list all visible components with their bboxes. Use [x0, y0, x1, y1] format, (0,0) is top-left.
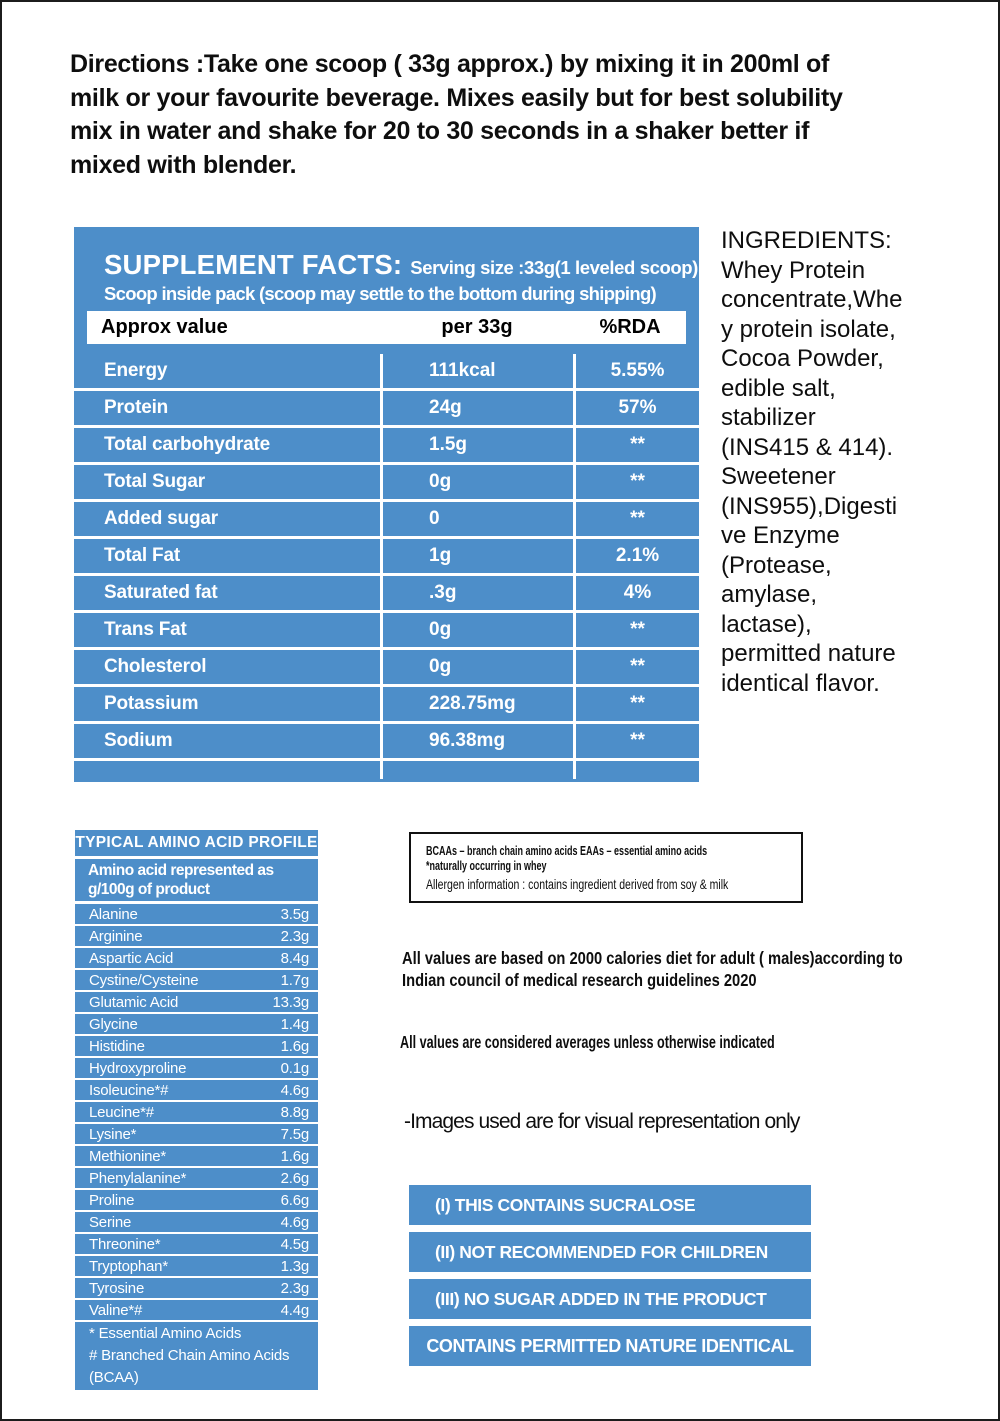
amino-name: Arginine [89, 927, 143, 945]
ingredients-line: Whey Protein [721, 256, 866, 284]
amino-name: Lysine* [89, 1125, 137, 1143]
nutrient-label: Protein [74, 391, 380, 425]
banner-contains-sucralose: (I) THIS CONTAINS SUCRALOSE [409, 1185, 811, 1225]
column-header-per-33g: per 33g [441, 316, 513, 338]
nutrient-label: Total Fat [74, 539, 380, 573]
banner-not-for-children: (II) NOT RECOMMENDED FOR CHILDREN [409, 1232, 811, 1272]
nutrient-value: .3g [383, 576, 573, 610]
nutrient-label: Total carbohydrate [74, 428, 380, 462]
amino-name: Leucine*# [89, 1103, 154, 1121]
note-averages-text: All values are considered averages unless otherwise indicated [400, 1032, 775, 1052]
nutrient-rda: 5.55% [576, 354, 699, 388]
nutrient-rda: ** [576, 502, 699, 536]
amino-name: Tryptophan* [89, 1257, 168, 1275]
footnote-bcaa: # Branched Chain Amino Acids (BCAA) [89, 1347, 290, 1386]
amino-value: 1.6g [280, 1147, 309, 1165]
amino-name: Methionine* [89, 1147, 167, 1165]
nutrient-value: 1g [383, 539, 573, 573]
amino-value: 13.3g [272, 993, 309, 1011]
directions-line: mix in water and shake for 20 to 30 seconds in a shaker better if [70, 117, 810, 145]
amino-row [75, 1256, 318, 1276]
footnote-essential: * Essential Amino Acids [89, 1325, 242, 1342]
amino-name: Cystine/Cysteine [89, 971, 199, 989]
directions-text [70, 48, 970, 182]
ingredients-line: lactase), [721, 610, 812, 638]
amino-value: 8.4g [280, 949, 309, 967]
nutrient-rda: ** [576, 650, 699, 684]
supplement-facts-panel [74, 227, 699, 782]
amino-row [75, 1080, 318, 1100]
amino-row [75, 1124, 318, 1144]
amino-name: Glycine [89, 1015, 138, 1033]
note-averages [400, 1032, 920, 1053]
ingredients-line: identical flavor. [721, 669, 880, 697]
note-calories-basis [402, 948, 998, 991]
nutrient-label: Saturated fat [74, 576, 380, 610]
nutrient-rda: ** [576, 465, 699, 499]
amino-row [75, 1212, 318, 1232]
amino-row [75, 970, 318, 990]
nutrient-rda: 4% [576, 576, 699, 610]
amino-profile-title: TYPICAL AMINO ACID PROFILE [75, 830, 318, 856]
nutrient-value: 0g [383, 613, 573, 647]
amino-value: 1.6g [280, 1037, 309, 1055]
amino-value: 4.6g [280, 1213, 309, 1231]
amino-value: 0.1g [280, 1059, 309, 1077]
amino-name: Histidine [89, 1037, 145, 1055]
nutrient-value: 111kcal [383, 354, 573, 388]
nutrient-value: 24g [383, 391, 573, 425]
nutrient-label: Total Sugar [74, 465, 380, 499]
nutrient-label [74, 761, 380, 779]
amino-value: 2.6g [280, 1169, 309, 1187]
nutrient-label: Potassium [74, 687, 380, 721]
amino-name: Glutamic Acid [89, 993, 179, 1011]
amino-value: 4.5g [280, 1235, 309, 1253]
amino-value: 4.4g [280, 1301, 309, 1319]
nutrient-label: Energy [74, 354, 380, 388]
supplement-facts-header [74, 227, 699, 305]
ingredients-line: y protein isolate, [721, 315, 896, 343]
amino-name: Aspartic Acid [89, 949, 174, 967]
nutrient-value: 0 [383, 502, 573, 536]
note-calories-line: All values are based on 2000 calories diet for adult ( males)according to [402, 948, 903, 968]
amino-row [75, 1190, 318, 1210]
amino-row [75, 1102, 318, 1122]
nutrient-rda: ** [576, 687, 699, 721]
amino-rows [75, 904, 318, 1320]
nutrient-rda: ** [576, 724, 699, 758]
amino-row [75, 1278, 318, 1298]
amino-acid-profile-panel [75, 830, 318, 1390]
nutrient-rda: ** [576, 428, 699, 462]
ingredients-line: permitted nature [721, 640, 896, 667]
amino-row [75, 948, 318, 968]
amino-value: 7.5g [280, 1125, 309, 1143]
amino-name: Tyrosine [89, 1279, 145, 1297]
banner-no-sugar-added: (III) NO SUGAR ADDED IN THE PRODUCT [409, 1279, 811, 1319]
amino-value: 2.3g [280, 1279, 309, 1297]
amino-row [75, 1058, 318, 1078]
note-images-disclaimer: -Images used are for visual representation only [404, 1110, 800, 1133]
amino-row [75, 904, 318, 924]
amino-row [75, 1300, 318, 1320]
amino-row [75, 1036, 318, 1056]
ingredients-line: (Protease, [721, 551, 832, 579]
amino-row [75, 1234, 318, 1254]
nutrient-value: 228.75mg [383, 687, 573, 721]
amino-row [75, 926, 318, 946]
nutrient-label: Sodium [74, 724, 380, 758]
amino-name: Hydroxyproline [89, 1059, 187, 1077]
ingredients-line: edible salt, [721, 374, 836, 402]
nutrition-table [74, 354, 699, 779]
supplement-facts-title: SUPPLEMENT FACTS: [104, 249, 403, 280]
amino-value: 1.4g [280, 1015, 309, 1033]
ingredients-line: concentrate,Whe [721, 286, 903, 313]
bcaa-info-box [409, 832, 803, 903]
nutrient-value: 0g [383, 650, 573, 684]
amino-name: Isoleucine*# [89, 1081, 169, 1099]
amino-row [75, 1168, 318, 1188]
nutrient-rda: 2.1% [576, 539, 699, 573]
amino-row [75, 992, 318, 1012]
ingredients-text [721, 226, 946, 698]
nutrient-label: Added sugar [74, 502, 380, 536]
ingredients-line: amylase, [721, 581, 818, 608]
amino-row [75, 1146, 318, 1166]
amino-name: Alanine [89, 905, 138, 923]
ingredients-line: ve Enzyme [721, 522, 840, 549]
serving-size-text: Serving size :33g(1 leveled scoop) [410, 257, 698, 278]
directions-line: Directions :Take one scoop ( 33g approx.) by mixing it in 200ml of [70, 50, 830, 78]
amino-value: 2.3g [280, 927, 309, 945]
nutrition-column-headers [87, 311, 686, 344]
note-calories-line: Indian council of medical research guidelines 2020 [402, 969, 757, 990]
scoop-note-text: Scoop inside pack (scoop may settle to the bottom during shipping) [104, 283, 657, 304]
amino-value: 1.3g [280, 1257, 309, 1275]
amino-name: Valine*# [89, 1301, 143, 1319]
allergen-info-text: Allergen information : contains ingredient derived from soy & milk [426, 876, 729, 892]
nutrient-rda [576, 761, 699, 779]
amino-value: 8.8g [280, 1103, 309, 1121]
nutrient-rda: 57% [576, 391, 699, 425]
amino-value: 6.6g [280, 1191, 309, 1209]
directions-line: milk or your favourite beverage. Mixes easily but for best solubility [70, 83, 843, 112]
nutrient-value [383, 761, 573, 779]
nutrient-label: Trans Fat [74, 613, 380, 647]
ingredients-line: stabilizer [721, 404, 816, 431]
amino-value: 3.5g [280, 905, 309, 923]
amino-name: Serine [89, 1213, 132, 1231]
nutrient-label: Cholesterol [74, 650, 380, 684]
amino-name: Phenylalanine* [89, 1169, 187, 1187]
column-header-rda: %RDA [599, 316, 661, 338]
nutrient-value: 0g [383, 465, 573, 499]
column-header-approx-value: Approx value [101, 316, 228, 338]
banner-nature-identical-flavor: CONTAINS PERMITTED NATURE IDENTICAL FLAVOR [409, 1326, 811, 1366]
naturally-occurring-text: *naturally occurring in whey [426, 859, 547, 873]
ingredients-line: (INS415 & 414). [721, 433, 894, 461]
ingredients-line: (INS955),Digesti [721, 492, 898, 520]
nutrient-rda: ** [576, 613, 699, 647]
amino-profile-subtitle: Amino acid represented as g/100g of product [75, 859, 318, 901]
nutrient-value: 1.5g [383, 428, 573, 462]
warning-banners [409, 1185, 811, 1396]
bcaa-definition-text: BCAAs – branch chain amino acids EAAs – essential amino acids [426, 844, 708, 858]
ingredients-line: INGREDIENTS: [721, 227, 892, 254]
amino-footnotes [75, 1322, 318, 1390]
directions-line: mixed with blender. [70, 150, 297, 179]
ingredients-line: Sweetener [721, 463, 836, 490]
amino-name: Proline [89, 1191, 135, 1209]
ingredients-line: Cocoa Powder, [721, 345, 884, 372]
amino-value: 1.7g [280, 971, 309, 989]
amino-name: Threonine* [89, 1235, 161, 1253]
amino-value: 4.6g [280, 1081, 309, 1099]
amino-row [75, 1014, 318, 1034]
nutrient-value: 96.38mg [383, 724, 573, 758]
